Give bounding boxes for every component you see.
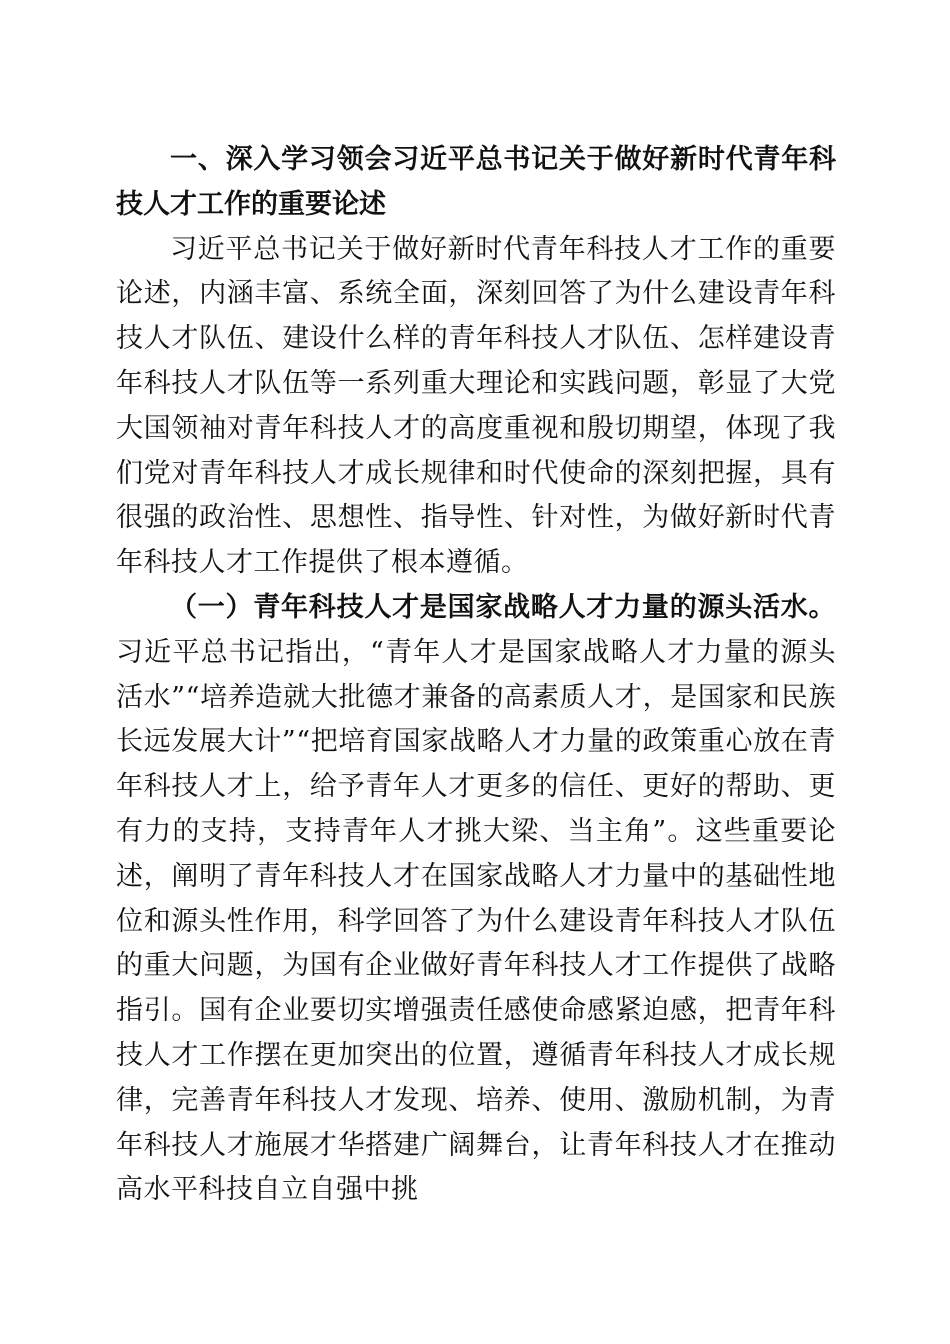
section-heading: 一、深入学习领会习近平总书记关于做好新时代青年科技人才工作的重要论述 (116, 144, 836, 220)
subsection-body: 习近平总书记指出，“青年人才是国家战略人才力量的源头活水”“培养造就大批德才兼备的高素质人才，是国家和民族长远发展大计”“把培育国家战略人才力量的政策重心放在青年科技人才上，给予青年人才更多的信任、更好的帮助、更有力的支持，支持青年人才挑大梁、当主角”。这些重要论述，阐明了青年科技人才在国家战略人才力量中的基础性地位和源头性作用，科学回答了为什么建设青年科技人才队伍的重大问题，为国有企业做好青年科技人才工作提供了战略指引。国有企业要切实增强责任感使命感紧迫感，把青年科技人才工作摆在更加突出的位置，遵循青年科技人才成长规律，完善青年科技人才发现、培养、使用、激励机制，为青年科技人才施展才华搭建广阔舞台，让青年科技人才在推动高水平科技自立自强中挑 (116, 636, 836, 1206)
paragraph-intro: 习近平总书记关于做好新时代青年科技人才工作的重要论述，内涵丰富、系统全面，深刻回答了为什么建设青年科技人才队伍、建设什么样的青年科技人才队伍、怎样建设青年科技人才队伍等一系列重大理论和实践问题，彰显了大党大国领袖对青年科技人才的高度重视和殷切期望，体现了我们党对青年科技人才成长规律和时代使命的深刻把握，具有很强的政治性、思想性、指导性、针对性，为做好新时代青年科技人才工作提供了根本遵循。 (116, 233, 836, 579)
paragraph-subsection-1 (116, 586, 836, 1213)
subsection-heading: （一）青年科技人才是国家战略人才力量的源头活水。 (170, 591, 836, 623)
document-body (116, 138, 836, 1213)
